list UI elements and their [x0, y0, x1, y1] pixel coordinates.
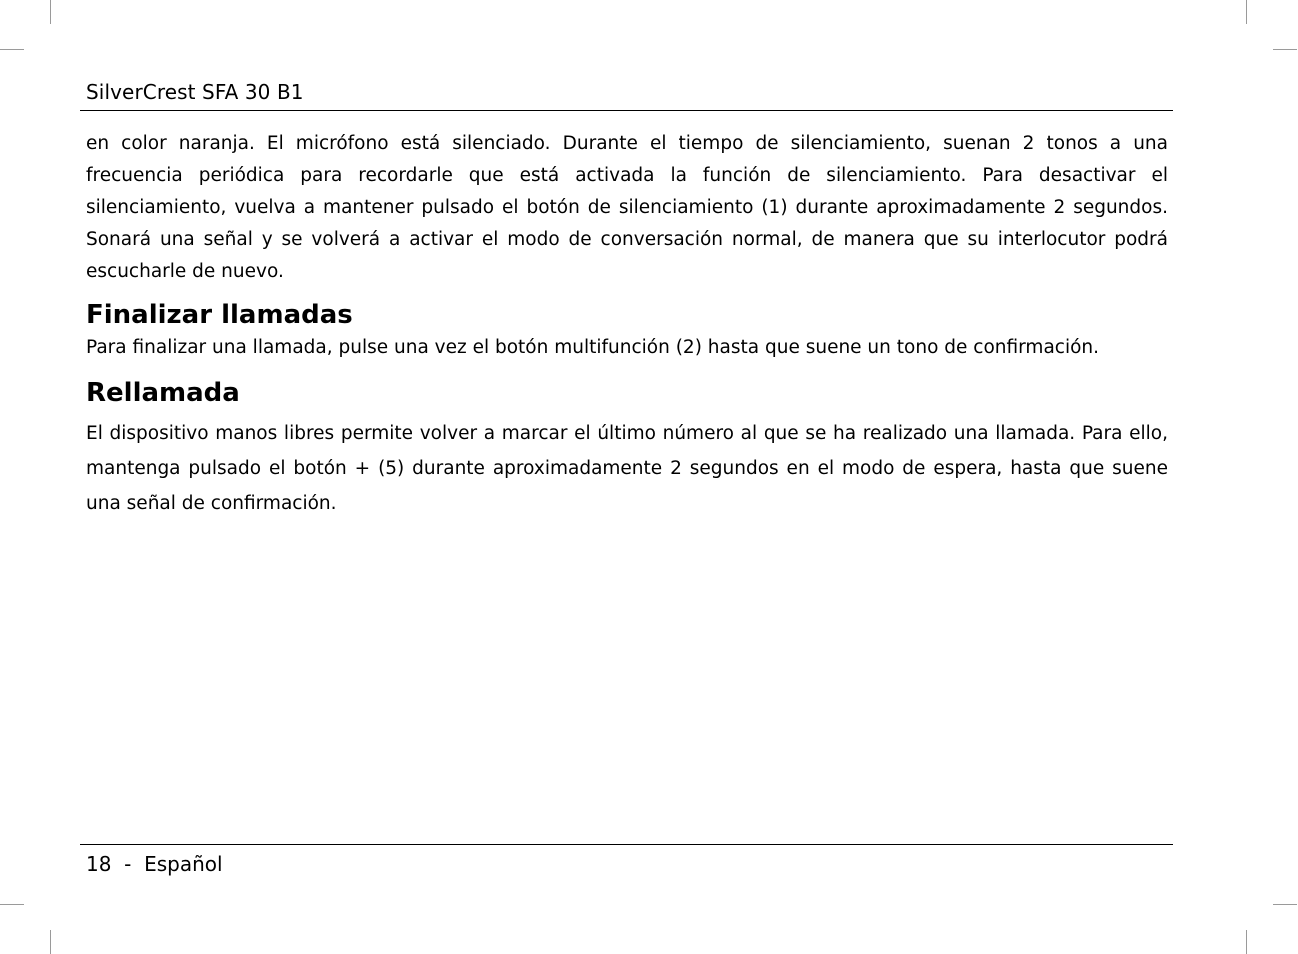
section-text-finalizar-llamadas: Para finalizar una llamada, pulse una vez el botón multifunción (2) hasta que suene un tono de confirmación. — [86, 337, 1100, 358]
page-content — [86, 128, 1168, 521]
section-heading-rellamada: Rellamada — [86, 378, 240, 408]
header-rule — [80, 110, 1173, 111]
running-header: SilverCrest SFA 30 B1 — [86, 80, 304, 104]
footer-rule — [80, 844, 1173, 845]
crop-mark-top-left-horizontal — [0, 49, 24, 50]
crop-mark-top-right-vertical — [1246, 0, 1247, 24]
section-heading-finalizar-llamadas: Finalizar llamadas — [86, 300, 353, 330]
crop-mark-top-right-horizontal — [1273, 49, 1297, 50]
crop-mark-top-left-vertical — [50, 0, 51, 24]
page-footer: 18 - Español — [86, 852, 223, 876]
crop-mark-bottom-right-vertical — [1246, 930, 1247, 954]
intro-paragraph: en color naranja. El micrófono está silenciado. Durante el tiempo de silenciamiento, suenan 2 tonos a una frecuencia periódica para recordarle que está activada la función de silenciamiento. Para desactivar el silenciamiento, vuelva a mantener pulsado el botón de silenciamiento (1) durante aproximadamente 2 segundos. Sonará una señal y se volverá a activar el modo de conversación normal, de manera que su interlocutor podrá escucharle de nuevo. — [86, 133, 1168, 282]
crop-mark-bottom-left-horizontal — [0, 904, 24, 905]
section-text-rellamada: El dispositivo manos libres permite volver a marcar el último número al que se ha realizado una llamada. Para ello, mantenga pulsado el botón + (5) durante aproximadamente 2 segundos en el modo de espera, hasta que suene una señal de confirmación. — [86, 423, 1168, 514]
crop-mark-bottom-right-horizontal — [1273, 904, 1297, 905]
crop-mark-bottom-left-vertical — [50, 930, 51, 954]
